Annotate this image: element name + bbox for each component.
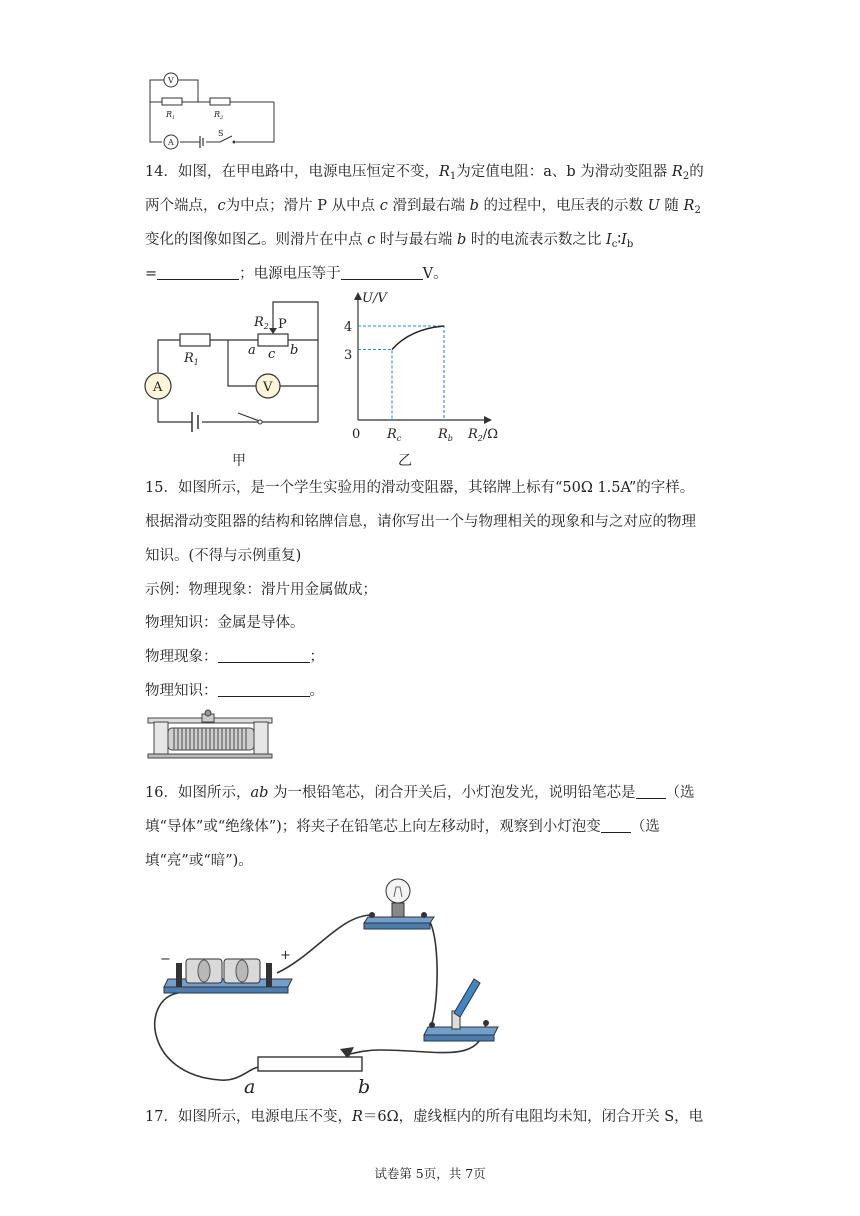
x-tick-rb: $R_b$ <box>438 427 453 443</box>
q14-figure-jia <box>140 298 330 470</box>
end-a-label: a <box>248 343 256 358</box>
q15-blank-phenomenon[interactable] <box>218 648 310 663</box>
q16-blank-conductor[interactable] <box>636 784 666 799</box>
guide-line-rb <box>358 326 444 420</box>
y-tick-3: 3 <box>344 348 353 363</box>
guide-line-rc <box>358 350 392 421</box>
r1-label: $R_1$ <box>166 110 176 121</box>
q15-line-7: 物理知识： 。 <box>145 683 324 699</box>
origin-label: 0 <box>352 427 361 442</box>
switch-lever-icon <box>454 979 480 1017</box>
q15-blank-knowledge[interactable] <box>218 682 310 697</box>
ammeter-label: A <box>153 380 163 395</box>
caption-yi: 乙 <box>398 453 412 469</box>
mid-c-label: c <box>268 347 276 362</box>
q15-line-3: 知识。(不得与示例重复) <box>145 548 302 564</box>
q17-line-1: 17．如图所示，电源电压不变，R＝6Ω，虚线框内的所有电阻均未知，闭合开关 S，电 <box>145 1109 704 1125</box>
r2-label: $R_2$ <box>254 315 269 331</box>
q16-line-1: 16．如图所示，ab 为一根铅笔芯，闭合开关后，小灯泡发光，说明铅笔芯是 （选 <box>145 785 695 801</box>
x-tick-rc: $R_c$ <box>387 427 402 443</box>
end-b-label: b <box>290 343 299 358</box>
switch-label: S <box>218 129 224 138</box>
rheostat-image <box>146 710 276 760</box>
q16-blank-brightness[interactable] <box>601 818 631 833</box>
voltmeter-label: V <box>168 76 174 85</box>
y-axis-label: U/V <box>362 291 387 306</box>
page-footer: 试卷第 5页，共 7页 <box>374 1166 486 1181</box>
end-a-label: a <box>244 1076 256 1098</box>
y-tick-4: 4 <box>344 320 353 335</box>
data-curve <box>392 326 444 350</box>
q14-blank-ratio[interactable] <box>157 265 239 280</box>
ammeter-label: A <box>168 138 174 147</box>
q16-line-2: 填“导体”或“绝缘体”)；将夹子在铅笔芯上向左移动时，观察到小灯泡变 （选 <box>145 819 660 835</box>
caption-jia: 甲 <box>232 453 246 469</box>
q15-line-2: 根据滑动变阻器的结构和铭牌信息，请你写出一个与物理相关的现象和与之对应的物理 <box>145 514 696 530</box>
pencil-lead-bar <box>258 1057 362 1071</box>
q15-line-1: 15．如图所示，是一个学生实验用的滑动变阻器，其铭牌上标有“50Ω 1.5A”的字样。 <box>145 480 695 496</box>
q14-line-2: 两个端点，c为中点；滑片 P 从中点 c 滑到最右端 b 的过程中，电压表的示数 U 随 $R_2$ <box>145 198 701 216</box>
q14-figure-yi-graph <box>340 288 510 470</box>
light-bulb-icon <box>386 879 410 903</box>
q15-line-5: 物理知识：金属是导体。 <box>145 615 305 631</box>
battery-plus-label: + <box>280 948 291 963</box>
q14-line-1: 14．如图，在甲电路中，电源电压恒定不变，$R_1$为定值电阻：a、b 为滑动变阻器 $R_2$的 <box>145 164 704 182</box>
r2-label: $R_2$ <box>214 110 224 121</box>
x-axis-label: $R_2/\Omega$ <box>468 427 499 443</box>
battery-minus-label: − <box>160 952 171 967</box>
top-circuit-diagram <box>140 70 280 150</box>
q16-line-3: 填“亮”或“暗”)。 <box>145 853 253 869</box>
r1-label: $R_1$ <box>184 351 199 367</box>
q14-line-3: 变化的图像如图乙。则滑片在中点 c 时与最右端 b 时的电流表示数之比 $I_c∶I_b$ <box>145 232 634 250</box>
q15-line-4: 示例：物理现象：滑片用金属做成； <box>145 582 377 598</box>
q15-line-6: 物理现象： ； <box>145 649 324 665</box>
slider-p-label: P <box>278 317 287 332</box>
pencil-lead-circuit <box>140 875 510 1100</box>
end-b-label: b <box>358 1076 371 1098</box>
q14-line-4: = ；电源电压等于 V。 <box>145 266 448 282</box>
q14-blank-voltage[interactable] <box>341 265 423 280</box>
voltmeter-label: V <box>263 380 273 395</box>
